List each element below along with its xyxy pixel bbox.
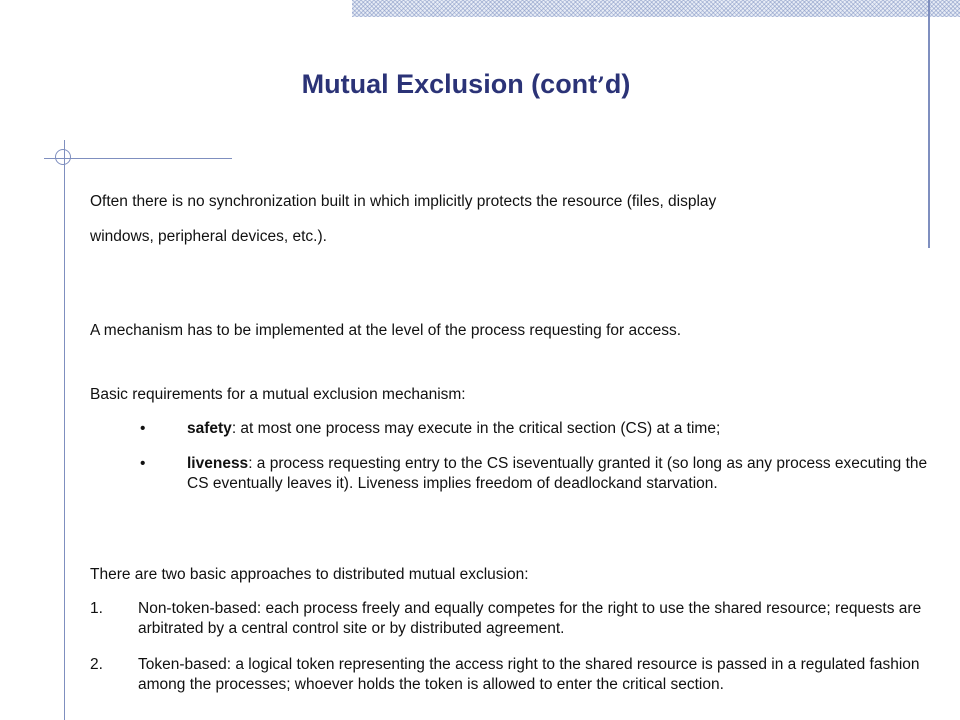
decorative-vertical-rule-right <box>928 0 930 248</box>
requirement-term: safety <box>187 420 232 437</box>
bullet-mark: • <box>140 455 146 472</box>
intro-line-2: windows, peripheral devices, etc.). <box>90 228 327 245</box>
list-number: 1. <box>90 600 103 617</box>
approaches-heading: There are two basic approaches to distributed mutual exclusion: <box>90 566 529 583</box>
mechanism-paragraph: A mechanism has to be implemented at the level of the process requesting for access. <box>90 322 682 339</box>
requirement-term: liveness <box>187 455 249 472</box>
requirements-heading: Basic requirements for a mutual exclusion mechanism: <box>90 386 466 403</box>
approach-item-non-token <box>90 599 930 639</box>
list-number: 2. <box>90 656 103 673</box>
approach-text: Non-token-based: each process freely and equally competes for the right to use the shared resource; requests are arbitrated by a central control site or by distributed agreement. <box>138 600 922 637</box>
decorative-hatch-band <box>352 0 960 17</box>
approach-item-token <box>90 655 930 695</box>
decorative-horizontal-rule <box>44 158 232 159</box>
requirement-item-safety <box>140 419 940 439</box>
approach-text: Token-based: a logical token representing the access right to the shared resource is passed in a regulated fashion among the processes; whoever holds the token is allowed to enter the critical section. <box>138 656 920 693</box>
bullet-mark: • <box>140 420 146 437</box>
decorative-vertical-rule-left <box>64 140 65 720</box>
decorative-circle <box>55 149 71 165</box>
requirement-text: : at most one process may execute in the critical section (CS) at a time; <box>231 420 721 437</box>
slide-title: Mutual Exclusion (cont’d) <box>301 69 631 99</box>
requirement-text: : a process requesting entry to the CS iseventually granted it (so long as any process executing the CS eventually leaves it). Liveness implies freedom of deadlockand starvation. <box>187 455 928 492</box>
intro-paragraph <box>90 184 890 254</box>
requirement-item-liveness <box>140 454 940 494</box>
intro-line-1: Often there is no synchronization built in which implicitly protects the resource (files, display <box>90 193 717 210</box>
